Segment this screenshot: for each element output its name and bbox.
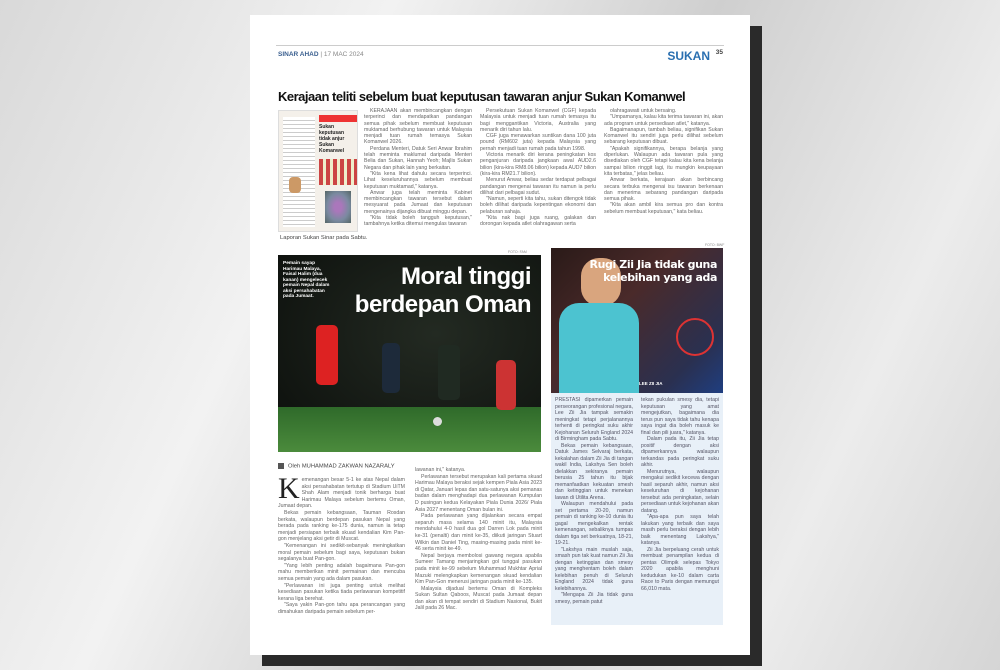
story1-col1: KERAJAAN akan membincangkan dengan terperinci dan mendapatkan pandangan semua pihak sebelum membuat keputusan muktamad berhubung tawaran untuk Malaysia menjadi tuan rumah temasya Sukan Komanwel 2026. Perdana Menteri, Datuk Seri Anwar Ibrahim telah meminta maklumat daripada Menteri Belia dan Sukan, Hannah Yeoh; Majlis Sukan Negara dan pihak lain yang berkaitan. "Kita kena lihat dahulu secara terperinci. Lihat keseluruhannya sebelum membuat keputusan muktamad," katanya. Anwar juga telah meminta Kabinet membincangkan tawaran tersebut dalam mesyuarat pada Jumaat dan keputusan mengenainya dijangka dibuat minggu depan. "Kita tidak boleh tangguh keputusan," tambahnya ketika ditemui mengulas tawaran [364, 108, 472, 228]
badminton-photo [551, 248, 723, 393]
issue-date: 17 MAC 2024 [323, 51, 364, 58]
drop-cap: K [278, 472, 300, 505]
badminton-photo-credit: FOTO: BWF [705, 243, 725, 247]
newspaper-page [250, 15, 750, 655]
football-photo [278, 255, 541, 452]
header-rule [276, 45, 724, 46]
story3-col1: PRESTASI dipamerkan pemain perseorangan profesional negara, Lee Zii Jia tampak semakin meningkat tetapi perjalanannya terhenti di peringkat suku akhir Kejohanan Seluruh England 2024 di Birmingham pada Sabtu. Bekas pemain kebangsaan, Datuk James Selvaraj berkata, kekalahan dalam Zii Jia di tangan wakil India, Lakshya Sen boleh dielakkan sekiranya pemain berusia 25 tahun itu bijak memanfaatkan kekuatan smesh dan ketinggian untuk menekan lawan di Utilita Arena. Walaupun mendahului pada set pertama 20-20, namun pemain di ranking ke-10 dunia itu gagal mengekalkan rentak kemenangan, sebaliknya tumpas dalam tiga set berkuatnya, 18-21, 19-21. "Lakshya main muslah saja, smash pun tak kuat namun Zii Jia dengan ketinggian dan smesy yang menghentam boleh dalam kelebihan penuh di Seluruh England 2024 tidak guna kelebihannya. "Mengapa Zii Jia tidak guna smesy, pemain patut [555, 397, 633, 605]
story2-headline: Moral tinggi berdepan Oman [354, 263, 531, 318]
football-caption: Pemain sayap Harimau Malaya, Faisal Halim (dua kanan) mengelecek pemain Nepal dalam aksi persahabatan pada Jumaat. [283, 261, 330, 299]
story1-headline: Kerajaan teliti sebelum buat keputusan tawaran anjur Sukan Komanwel [278, 89, 686, 104]
masthead: SINAR AHAD | 17 MAC 2024 [278, 51, 364, 58]
thumb-caption: Laporan Sukan Sinar pada Sabtu. [280, 235, 368, 241]
story1-thumbnail [278, 110, 358, 232]
section-name: SUKAN [667, 49, 710, 63]
football-photo-credit: FOTO: FAM [508, 250, 527, 254]
story2-col1: K emenangan besar 5-1 ke atas Nepal dalam aksi persahabatan tertutup di Stadium UiTM Shah Alam menjadi tonik berharga buat Harimau Malaya sebelum bertemu Oman, Jumaat depan. Bekas pemain kebangsaan, Tauman Rosdan berkata, walaupun berdepan pasukan Nepal yang berada pada ranking ke-175 dunia, namun ia tetap menjadi persiapan terbaik skuad kendalian Kim Pan-gon menjelang aksi getir di Muscat. "Kemenangan ini sedikit-sebanyak meningkatkan moral pemain sebelum bagi saya, keputusan bukan segalanya buat Pan-gon. "Yang lebih penting adalah bagaimana Pan-gon mahu memberikan minit permainan dan mencuba semua pemain yang ada dalam pasukan. "Perlawanan ini juga penting untuk melihat kesediaan pasukan ketika tiada perlawanan kompetitif kerana liga berehat. "Saya yakin Pan-gon tahu apa perancangan yang dimahukan daripada pemain sebelum per- [278, 472, 405, 615]
byline-marker [278, 463, 284, 469]
story3-headline: Rugi Zii Jia tidak guna kelebihan yang ada [589, 258, 717, 284]
byline: Oleh MUHAMMAD ZAKWAN NAZARALY [278, 463, 395, 470]
page-number: 35 [715, 49, 723, 56]
story2-col2: lawanan ini," katanya. Perlawanan tersebut merupakan kali pertama skuad Harimau Malaya beraksi sejak kempen Piala Asia 2023 di Qatar, Januari lepas dan satu-satunya aksi pemanas badan dalam menghadapi dua perlawanan Kumpulan D pusingan kedua Kelayakan Piala Dunia 2026/ Piala Asia 2027 menentang Oman bulan ini. Pada perlawanan yang dijalankan secara empat separuh masa selama 140 minit itu, Malaysia mendahului 4-0 hasil dua gol Darren Lok pada minit ke-31 (penalti) dan minit ke-35, diikuti jaringan Stuart Wilkin dan Daniel Ting, masing-masing pada minit ke-46 serta minit ke-49. Nepal berjaya membolosi gawang negara apabila Sumeer Tamang menjaringkan gol tunggal pasukan pada minit ke-99 sebelum Muhammad Mukhtar Aprial Mazuki melengkapkan kemenangan skuad kendalian Kim Pan-Gon menerusi jaringan pada minit ke-135. Malaysia dijadual bertemu Oman di Kompleks Sukan Sultan Qaboos, Muscat pada Jumaat depan dan akan di tempat sendiri di Stadium Nasional, Bukit Jalil pada 26 Mac. [415, 467, 542, 612]
player-label: LEE ZII JIA [639, 381, 663, 386]
story3-col2: tekan pukulan smesy dia, tetapi keputusan yang amat mengejutkan, bagaimana dia terus pun saya tidak tahu kenapa saya ingat dia boleh masuk ke final dan pili juara," katanya. Dalam pada itu, Zii Jia tetap positif dengan aksi dipamerkannya walaupun terkandas pada peringkat suku akhir. Menurutnya, walaupun mengakui sedikit kecewa dengan hasil separuh akhir, namun aksi keseluruhan di kejohanan tersebut ada peningkatan, selain persediaan untuk kejohanan akan datang. "Apa-apa pun saya telah lakukan yang terbaik dan saya masih perlu beraksi dengan lebih baik menentang Lakshya," katanya. Zii Jia berpeluang cerah untuk membuat penampilan kedua di pentas Olimpik selepas Tokyo 2020 apabila menghuni kedudukan ke-10 dalam carta Race to Paris dengan memungut 66,010 mata. [641, 397, 719, 592]
player-red [316, 325, 338, 385]
thumb-headline: Sukan keputusan tidak anjur Sukan Komanwel [319, 124, 345, 154]
paper-name: SINAR AHAD [278, 51, 319, 58]
story1-col2: Persekutuan Sukan Komanwel (CGF) kepada Malaysia untuk menjadi tuan rumah temasya itu bagi menggantikan Victoria, Australia yang menarik diri tahun lalu. CGF juga menawarkan suntikan dana 100 juta pound (RM602 juta) kepada Malaysia yang pernah menjadi tuan rumah pada tahun 1998. Victoria menarik diri kerana peningkatan kos penganjuran daripada jangkaan awal AUD2.6 bilion (kira-kira RM8.06 bilion) kepada AUD7 bilion (kira-kira RM21.7 bilion). Menurut Anwar, beliau sedar terdapat pelbagai pandangan mengenai tawaran itu namun ia perlu dilihat dari pelbagai sudut. "Namun, seperti kita tahu, sukan ditengok tidak boleh dilihat daripada kepentingan ekonomi dan pelaburan sahaja. "Kita nak bagi juga ruang, galakan dan dorongan kepada atlet olahragawan serta [480, 108, 596, 228]
story3-box [551, 393, 723, 625]
story1-col3: olahragawati untuk bersaing. "Umpamanya, kalau kita terima tawaran ini, akan ada program untuk persediaan atlet," katanya. Bagaimanapun, tambah beliau, signifikan Sukan Komanwel itu sendiri juga perlu dilihat sebelum sebarang keputusan dibuat. "Apakah signifikannya, berapa belanja yang diperlukan. Walaupun ada tawaran pula yang disediakan oleh CGF tetapi kalau kita kena belanja sampai bilion ringgit lagi, itu mungkin keupayaan kita terbatas," jelas beliau. Anwar berkata, kerajaan akan berbincang secara terbuka mengenai isu tawaran berkenaan dan menerima sebarang pandangan daripada semua pihak. "Kita akan ambil kira semua pro dan kontra sebelum membuat keputusan," kata beliau. [604, 108, 723, 215]
